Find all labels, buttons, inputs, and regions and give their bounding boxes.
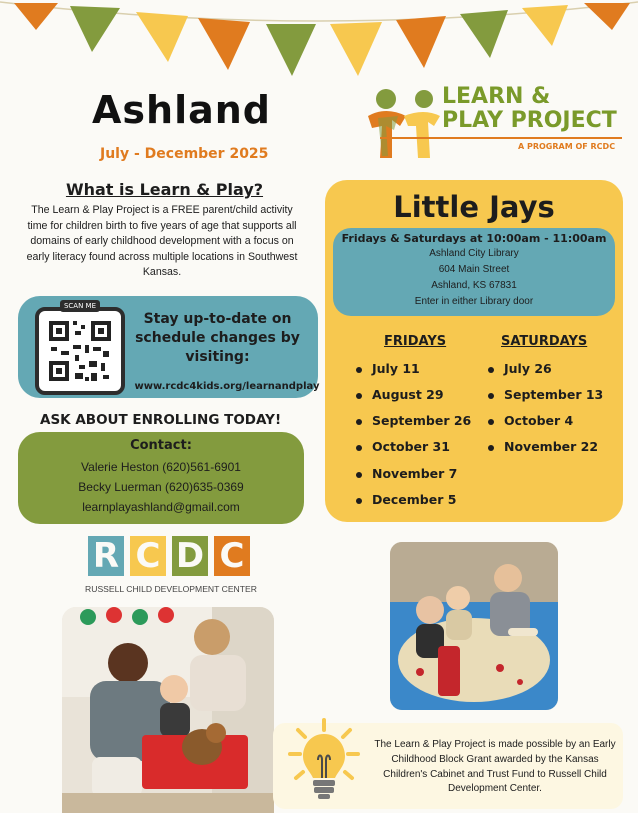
bullet-icon <box>488 367 494 373</box>
qr-code-icon[interactable] <box>39 311 121 391</box>
town-title: Ashland <box>92 88 272 132</box>
contact-line: Becky Luerman (620)635-0369 <box>78 480 244 494</box>
flag <box>460 10 508 58</box>
location-line: Ashland City Library <box>429 248 519 259</box>
scan-me-label: SCAN ME <box>60 300 100 312</box>
friday-date: October 31 <box>356 439 450 454</box>
qr-code-card <box>35 307 125 395</box>
friday-date: July 11 <box>356 361 420 376</box>
flag <box>396 16 446 68</box>
little-jays-title: Little Jays <box>393 190 555 224</box>
footer-grant-text: The Learn & Play Project is made possible by an Early Childhood Block Grant awarded by the Kansas Children's Cabinet and Trust Fund to Russell Child Development Center. <box>374 739 616 795</box>
bullet-icon <box>356 367 362 373</box>
bullet-icon <box>356 498 362 504</box>
rcdc-logo <box>88 536 254 576</box>
flag <box>136 12 188 62</box>
bullet-icon <box>356 472 362 478</box>
logo-subtitle: A PROGRAM OF RCDC <box>518 142 616 151</box>
friday-date: December 5 <box>356 492 456 507</box>
photo-parent-child-play <box>62 607 274 813</box>
logo-line2: PLAY PROJECT <box>442 108 617 133</box>
saturdays-heading: SATURDAYS <box>501 334 588 349</box>
logo-underline <box>380 137 622 139</box>
ask-enrolling-heading: ASK ABOUT ENROLLING TODAY! <box>40 412 282 428</box>
rcdc-letter: C <box>130 536 166 576</box>
friday-date: September 26 <box>356 413 471 428</box>
flag <box>198 18 250 70</box>
logo-line1: LEARN & <box>442 84 551 109</box>
flag <box>266 24 316 76</box>
flag <box>584 3 630 30</box>
location-line: Enter in either Library door <box>414 296 534 307</box>
friday-date: August 29 <box>356 387 444 402</box>
location-line: Ashland, KS 67831 <box>431 280 517 291</box>
flag <box>522 5 568 46</box>
bullet-icon <box>356 419 362 425</box>
photo-children-sensory-bin <box>390 542 558 710</box>
lightbulb-icon <box>288 716 360 808</box>
bullet-icon <box>488 393 494 399</box>
flag <box>14 3 58 30</box>
bullet-icon <box>356 445 362 451</box>
contact-heading: Contact: <box>130 438 192 453</box>
website-link[interactable]: www.rcdc4kids.org/learnandplay <box>134 381 320 392</box>
saturday-date: September 13 <box>488 387 603 402</box>
what-is-body: The Learn & Play Project is a FREE parent/child activity time for children birth to five years of age that supports all domains of early childhood development with a focus on early literacy found across multiple locations in Southwest Kansas. <box>26 204 298 279</box>
stay-updated-text: Stay up-to-date on schedule changes by visiting: <box>135 311 300 365</box>
rcdc-letter: C <box>214 536 250 576</box>
flag <box>330 22 382 76</box>
bullet-icon <box>488 419 494 425</box>
bullet-icon <box>356 393 362 399</box>
rcdc-letter: R <box>88 536 124 576</box>
what-is-heading: What is Learn & Play? <box>65 180 264 199</box>
saturday-date: October 4 <box>488 413 573 428</box>
rcdc-letter: D <box>172 536 208 576</box>
little-jays-time: Fridays & Saturdays at 10:00am - 11:00am <box>341 232 607 245</box>
contact-line: Valerie Heston (620)561-6901 <box>81 460 241 474</box>
date-range: July - December 2025 <box>100 146 269 162</box>
rcdc-name: RUSSELL CHILD DEVELOPMENT CENTER <box>85 584 257 594</box>
saturday-date: July 26 <box>488 361 552 376</box>
contact-email[interactable]: learnplayashland@gmail.com <box>82 500 240 514</box>
flag <box>70 6 120 52</box>
fridays-heading: FRIDAYS <box>384 334 447 349</box>
location-line: 604 Main Street <box>438 264 510 275</box>
friday-date: November 7 <box>356 466 457 481</box>
saturday-date: November 22 <box>488 439 598 454</box>
bullet-icon <box>488 445 494 451</box>
learn-play-logo-icon <box>364 86 444 162</box>
bunting-banner <box>0 0 638 80</box>
